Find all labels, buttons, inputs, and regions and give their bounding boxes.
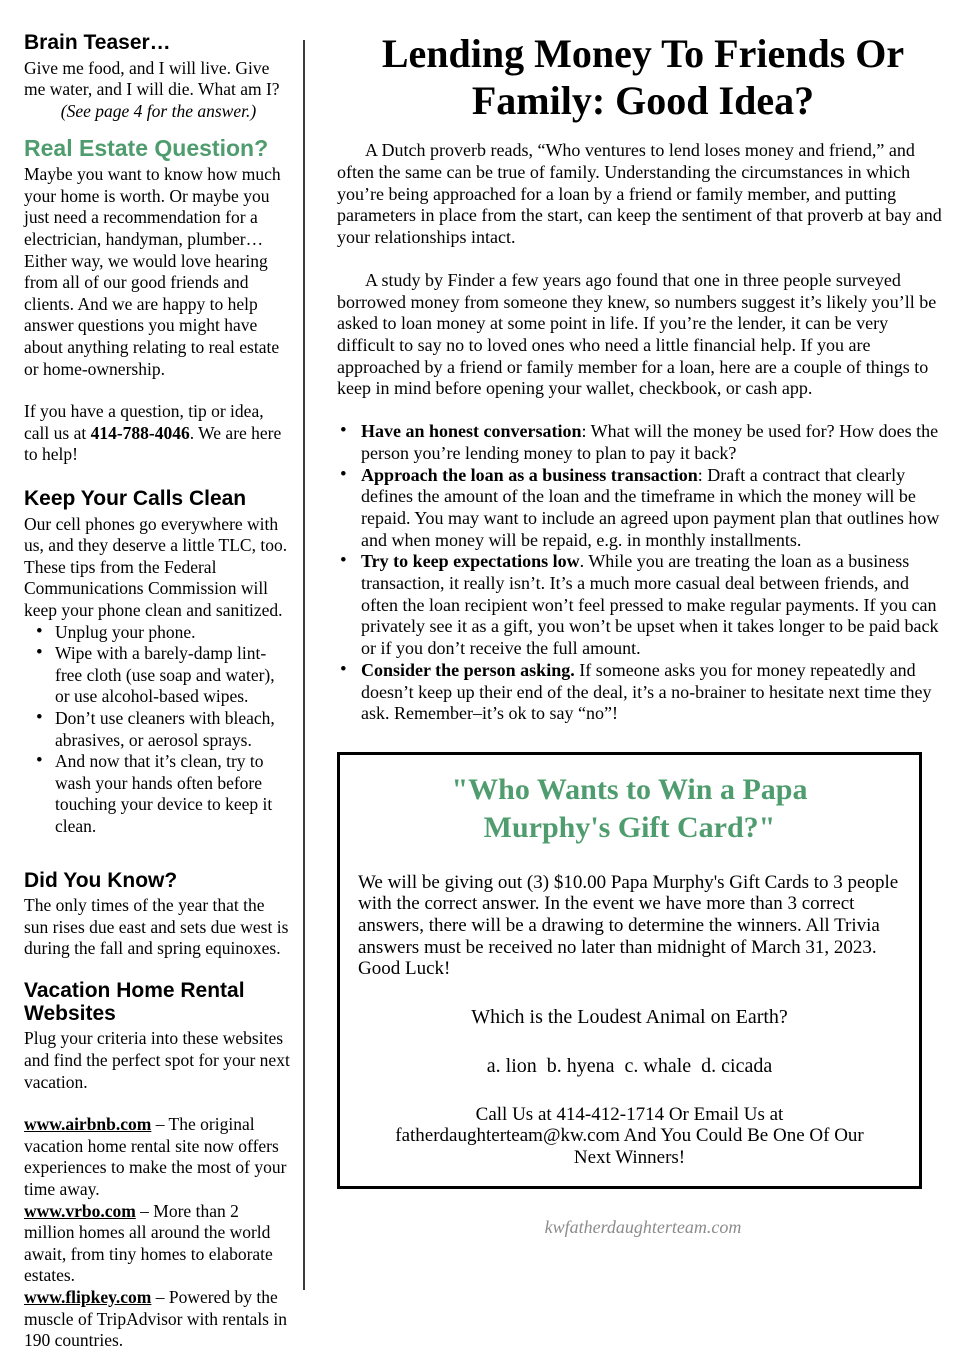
article-title-line1: Lending Money To Friends Or (381, 31, 905, 76)
tip-lead: Approach the loan as a business transaction (361, 464, 698, 485)
article-paragraph-2: A study by Finder a few years ago found that one in three people surveyed borrowed money from someone they knew, so numbers suggest it’s likely you’ll be asked to loan money at some point in life. If you’re the lender, it can be very difficult to say no to loved ones who need a little financial help. If you are approached by a friend or family member for a loan, here are a couple of things to keep in mind before opening your wallet, checkbook, or cash app. (337, 269, 937, 399)
list-item (337, 660, 949, 725)
did-you-know-title: Did You Know? (24, 868, 178, 892)
list-item (337, 465, 949, 552)
calls-clean-bullet-list (24, 622, 293, 838)
website-footer: kwfatherdaughterteam.com (544, 1217, 742, 1238)
did-you-know-body: The only times of the year that the sun rises due east and sets due west is during the fall and spring equinoxes. (24, 895, 289, 959)
brain-teaser-note: (See page 4 for the answer.) (60, 100, 257, 121)
flipkey-link[interactable]: www.flipkey.com (24, 1286, 152, 1307)
list-item (337, 551, 949, 660)
list-item: • Unplug your phone. (24, 622, 293, 644)
airbnb-link[interactable]: www.airbnb.com (24, 1114, 152, 1135)
tip-lead: Have an honest conversation (361, 421, 582, 442)
tip-text: If someone asks you for money repeatedly and doesn’t keep up their end of the deal, it’s a no-brainer to hesitate next time they ask. Remember–it’s ok to say “no”! (361, 659, 932, 724)
contest-contact-cta: Call Us at 414-412-1714 Or Email Us at fatherdaughterteam@kw.com And You Could Be One Of Our Next Winners! (395, 1103, 864, 1168)
main-article-column (337, 30, 949, 1238)
contest-rules: We will be giving out (3) $10.00 Papa Murphy's Gift Cards to 3 people with the correct answer. In the event we have more than 3 correct answers, there will be a drawing to determine the winners. All Trivia answers must be received no later than midnight of March 31, 2023. Good Luck! (358, 871, 899, 980)
contest-title-line1: "Who Wants to Win a Papa (451, 772, 808, 806)
column-divider-line (303, 40, 305, 1290)
tip-text: . While you are treating the loan as a business transaction, it really isn’t. It’s a much more casual deal between friends, and often the loan recipient won’t feel pressed to make regular payments. If you can privately see it as a gift, you won’t be upset when it takes longer to be paid back or if you don’t receive the full amount. (361, 551, 939, 659)
tip-text: : Draft a contract that clearly defines the amount of the loan and the timeframe in which the money will be repaid. You may want to include an agreed upon payment plan that outlines how and when money will be repaid, e.g. in monthly installments. (361, 464, 940, 550)
contest-box (337, 752, 922, 1190)
website-description: – More than 2 million homes all around the world await, from tiny homes to elaborate estates. (24, 1200, 273, 1286)
trivia-answer-options: a. lion b. hyena c. whale d. cicada (486, 1054, 773, 1077)
website-entry (24, 1287, 293, 1352)
list-item: • Don’t use cleaners with bleach, abrasives, or aerosol sprays. (24, 708, 293, 751)
website-entry (24, 1201, 293, 1287)
list-item: • Wipe with a barely-damp lint-free cloth (use soap and water), or use alcohol-based wipes. (24, 643, 293, 708)
keep-calls-clean-title: Keep Your Calls Clean (24, 487, 247, 510)
contact-text-pre: If you have a question, tip or idea, call us at (24, 401, 264, 443)
real-estate-question-title: Real Estate Question? (24, 135, 269, 162)
vrbo-link[interactable]: www.vrbo.com (24, 1200, 136, 1221)
article-title (337, 30, 949, 124)
website-description: – Powered by the muscle of TripAdvisor with rentals in 190 countries. (24, 1286, 287, 1351)
vacation-rental-title: Vacation Home Rental Websites (24, 979, 245, 1025)
list-item: • And now that it’s clean, try to wash your hands often before touching your device to keep it clean. (24, 751, 293, 837)
tip-lead: Try to keep expectations low (361, 551, 580, 572)
sidebar-column (24, 32, 293, 1352)
contest-title (358, 771, 901, 848)
article-title-line2: Family: Good Idea? (471, 78, 815, 124)
brain-teaser-title: Brain Teaser… (24, 31, 171, 54)
spacer (24, 1093, 293, 1114)
tip-lead: Consider the person asking. (361, 659, 575, 680)
tip-text: : What will the money be used for? How does the person you’re lending money to plan to pay it back? (361, 421, 939, 463)
spacer (24, 380, 293, 401)
keep-calls-clean-body: Our cell phones go everywhere with us, and they deserve a little TLC, too. These tips from the Federal Communications Commission will keep your phone clean and sanitized. (24, 513, 288, 621)
vacation-rental-body: Plug your criteria into these websites and find the perfect spot for your next vacation. (24, 1028, 290, 1092)
lending-tips-list (337, 421, 949, 725)
trivia-question: Which is the Loudest Animal on Earth? (471, 1005, 788, 1028)
real-estate-question-body: Maybe you want to know how much your home is worth. Or maybe you just need a recommendation for a electrician, handyman, plumber… Either way, we would love hearing from all of our good friends and clients. And we are happy to help answer questions you might have about anything relating to real estate or home-ownership. (24, 164, 281, 379)
contact-phone-number: 414-788-4046 (90, 422, 190, 443)
article-paragraph-1: A Dutch proverb reads, “Who ventures to lend loses money and friend,” and often the same can be true of family. Understanding the circumstances in which you’re being approached for a loan by a friend or family member, and putting parameters in place from the start, can keep the sentiment of that proverb at bay and your relationships intact. (337, 140, 942, 248)
list-item (337, 421, 949, 464)
contact-text-post: . We are here to help! (24, 422, 282, 465)
brain-teaser-body: Give me food, and I will live. Give me water, and I will die. What am I? (24, 57, 280, 100)
website-description: – The original vacation home rental site now offers experiences to make the most of your time away. (24, 1114, 287, 1199)
website-list (24, 1114, 293, 1352)
contact-paragraph (24, 401, 293, 466)
website-entry (24, 1114, 293, 1200)
contest-title-line2: Murphy's Gift Card?" (483, 811, 776, 845)
